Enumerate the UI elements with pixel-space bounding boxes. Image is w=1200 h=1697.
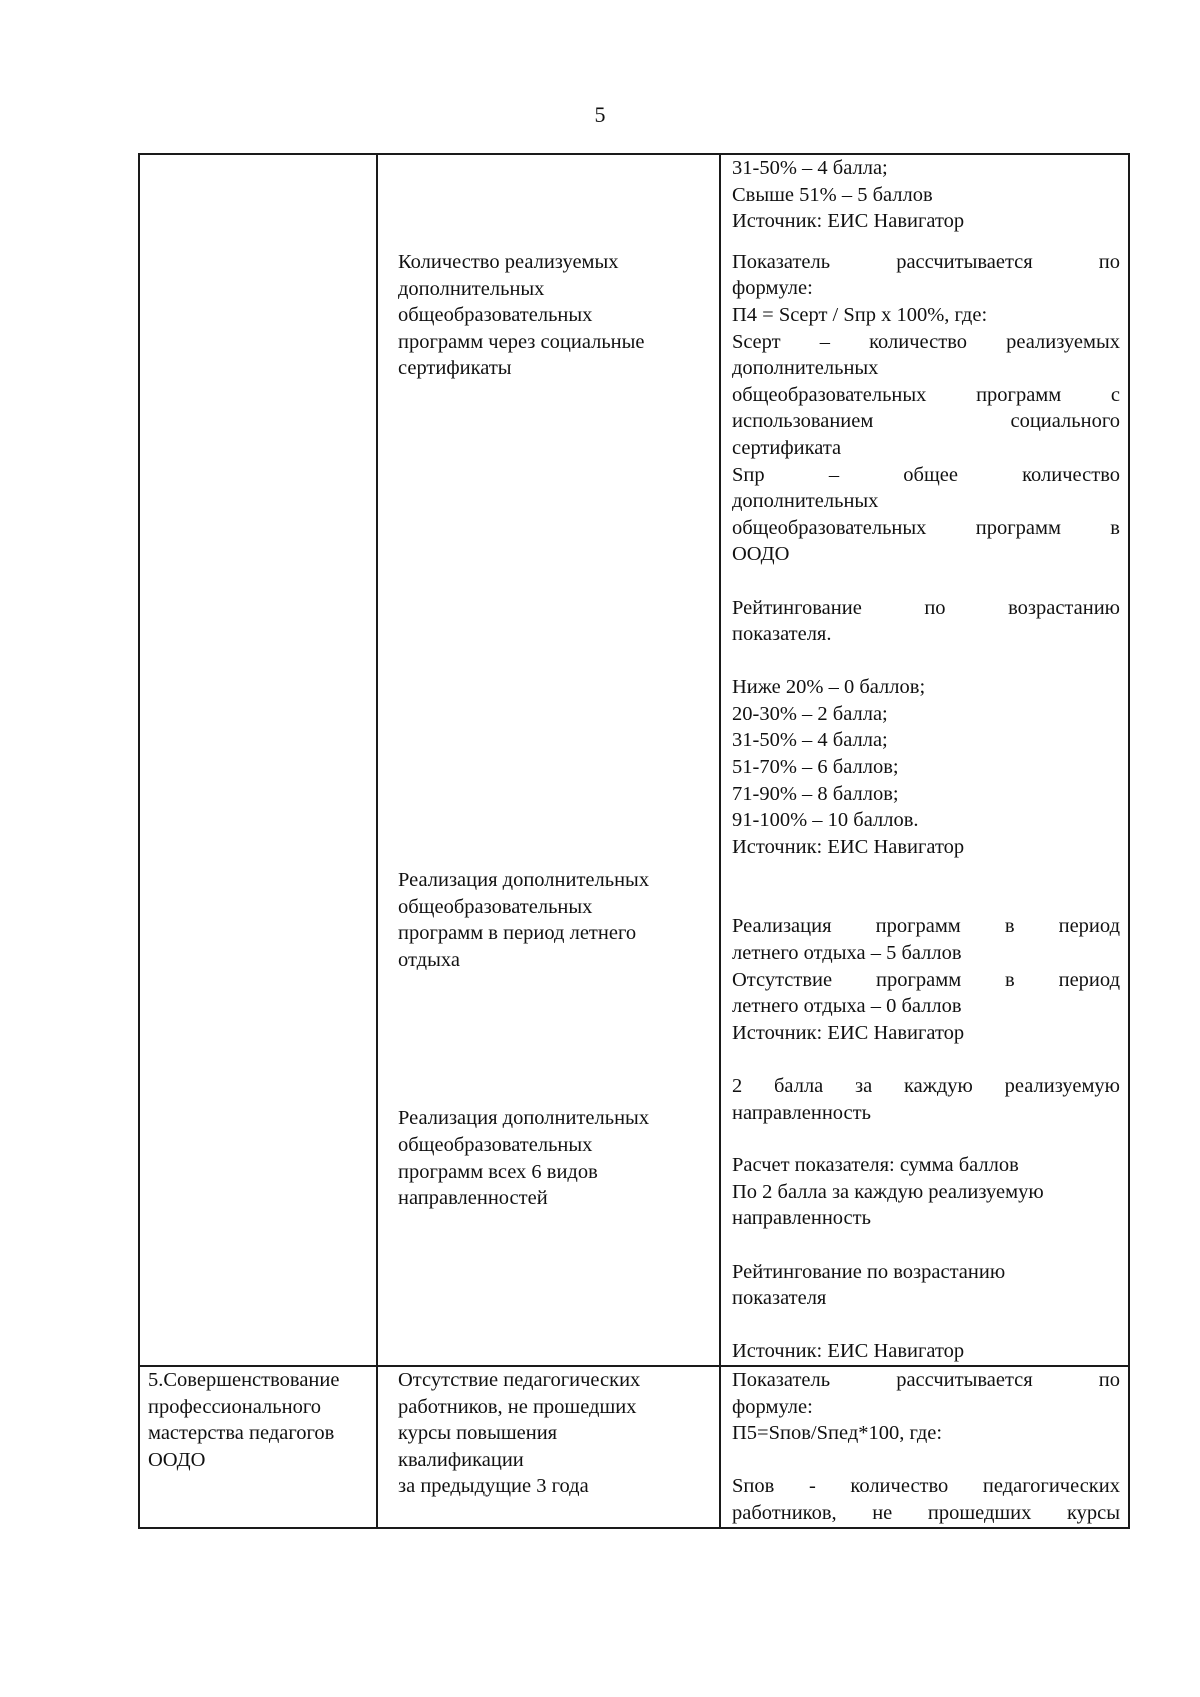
indicator-cell <box>377 154 720 1366</box>
description-line: 31-50% – 4 балла; <box>732 157 888 179</box>
description-line: Sпр – общее количество <box>732 463 1120 486</box>
criterion-line: ООДО <box>148 1448 206 1471</box>
indicator-line: за предыдущие 3 года <box>398 1475 589 1498</box>
description-line: работников, не прошедших курсы <box>732 1501 1120 1524</box>
criterion-cell <box>139 154 377 1366</box>
indicator-line: квалификации <box>398 1448 524 1471</box>
description-line: дополнительных <box>732 490 879 513</box>
description-line: 71-90% – 8 баллов; <box>732 782 899 805</box>
description-line: сертификата <box>732 436 842 459</box>
indicator-name <box>398 1105 709 1211</box>
indicator-line: Отсутствие педагогических <box>398 1368 641 1391</box>
indicator-line: общеобразовательных <box>398 304 593 327</box>
description-line: Свыше 51% – 5 баллов <box>732 183 933 206</box>
indicator-name <box>378 1367 719 1500</box>
indicator-line: программ всех 6 видов <box>398 1160 598 1183</box>
indicator-line: общеобразовательных <box>398 1133 593 1156</box>
description-line: Рейтингование по возрастанию <box>732 1260 1006 1283</box>
description-line: общеобразовательных программ с <box>732 383 1120 406</box>
description-line: Показатель рассчитывается по <box>732 250 1120 273</box>
description-line: летнего отдыха – 5 баллов <box>732 942 962 965</box>
description-line: направленность <box>732 1101 871 1124</box>
criterion-line: мастерства педагогов <box>148 1422 335 1445</box>
criteria-table <box>138 153 1130 1529</box>
indicator-line: общеобразовательных <box>398 895 593 918</box>
criterion-line: 5.Совершенствование <box>148 1368 340 1391</box>
indicator-description <box>721 1367 1128 1527</box>
table-row <box>139 154 1129 1366</box>
indicator-line: Реализация дополнительных <box>398 868 650 891</box>
description-line: формуле: <box>732 277 813 300</box>
description-line: Реализация программ в период <box>732 915 1120 938</box>
description-line: По 2 балла за каждую реализуемую <box>732 1180 1044 1203</box>
indicator-description <box>732 155 1120 235</box>
criterion-cell <box>139 1366 377 1528</box>
indicator-description <box>732 1152 1120 1365</box>
indicator-line: Реализация дополнительных <box>398 1107 650 1130</box>
description-line: общеобразовательных программ в <box>732 516 1120 539</box>
description-line: Показатель рассчитывается по <box>732 1368 1120 1391</box>
description-line: Sпов - количество педагогических <box>732 1475 1120 1498</box>
indicator-description <box>732 913 1120 1126</box>
description-line: Рейтингование по возрастанию <box>732 596 1120 619</box>
description-line: П5=Sпов/Sпед*100, где: <box>732 1422 943 1445</box>
description-cell <box>720 1366 1129 1528</box>
indicator-line: программ через социальные <box>398 330 645 353</box>
description-line: использованием социального <box>732 410 1120 433</box>
description-cell <box>720 154 1129 1366</box>
description-line: формуле: <box>732 1395 813 1418</box>
description-line: 2 балла за каждую реализуемую <box>732 1075 1120 1097</box>
indicator-line: работников, не прошедших <box>398 1395 637 1418</box>
description-line: показателя. <box>732 623 832 646</box>
indicator-name <box>398 249 709 382</box>
description-line: Отсутствие программ в период <box>732 968 1120 991</box>
description-line: дополнительных <box>732 357 879 380</box>
description-line: показателя <box>732 1287 827 1310</box>
description-line: 20-30% – 2 балла; <box>732 702 888 725</box>
indicator-line: направленностей <box>398 1187 548 1210</box>
description-line: ООДО <box>732 543 790 566</box>
criterion-line: профессионального <box>148 1395 321 1418</box>
criterion-text <box>140 1367 376 1473</box>
indicator-line: Количество реализуемых <box>398 251 619 273</box>
indicator-name <box>398 867 709 973</box>
description-line: Расчет показателя: сумма баллов <box>732 1154 1019 1177</box>
description-line: направленность <box>732 1207 871 1230</box>
description-line: Ниже 20% – 0 баллов; <box>732 676 926 699</box>
description-line: Источник: ЕИС Навигатор <box>732 835 965 858</box>
indicator-description <box>732 249 1120 861</box>
description-line: Scерт – количество реализуемых <box>732 330 1120 353</box>
indicator-line: курсы повышения <box>398 1422 558 1445</box>
description-line: П4 = Scерт / Sпр х 100%, где: <box>732 303 988 326</box>
indicator-line: программ в период летнего <box>398 922 637 945</box>
indicator-line: отдыха <box>398 948 460 971</box>
description-line: 91-100% – 10 баллов. <box>732 809 919 832</box>
page-number: 5 <box>594 102 606 127</box>
indicator-line: дополнительных <box>398 277 545 300</box>
description-line: Источник: ЕИС Навигатор <box>732 1340 965 1363</box>
indicator-cell <box>377 1366 720 1528</box>
description-line: Источник: ЕИС Навигатор <box>732 1021 965 1044</box>
description-line: летнего отдыха – 0 баллов <box>732 995 962 1018</box>
indicator-line: сертификаты <box>398 357 512 380</box>
description-line: 31-50% – 4 балла; <box>732 729 888 752</box>
description-line: Источник: ЕИС Навигатор <box>732 210 965 233</box>
table-row <box>139 1366 1129 1528</box>
description-line: 51-70% – 6 баллов; <box>732 756 899 779</box>
